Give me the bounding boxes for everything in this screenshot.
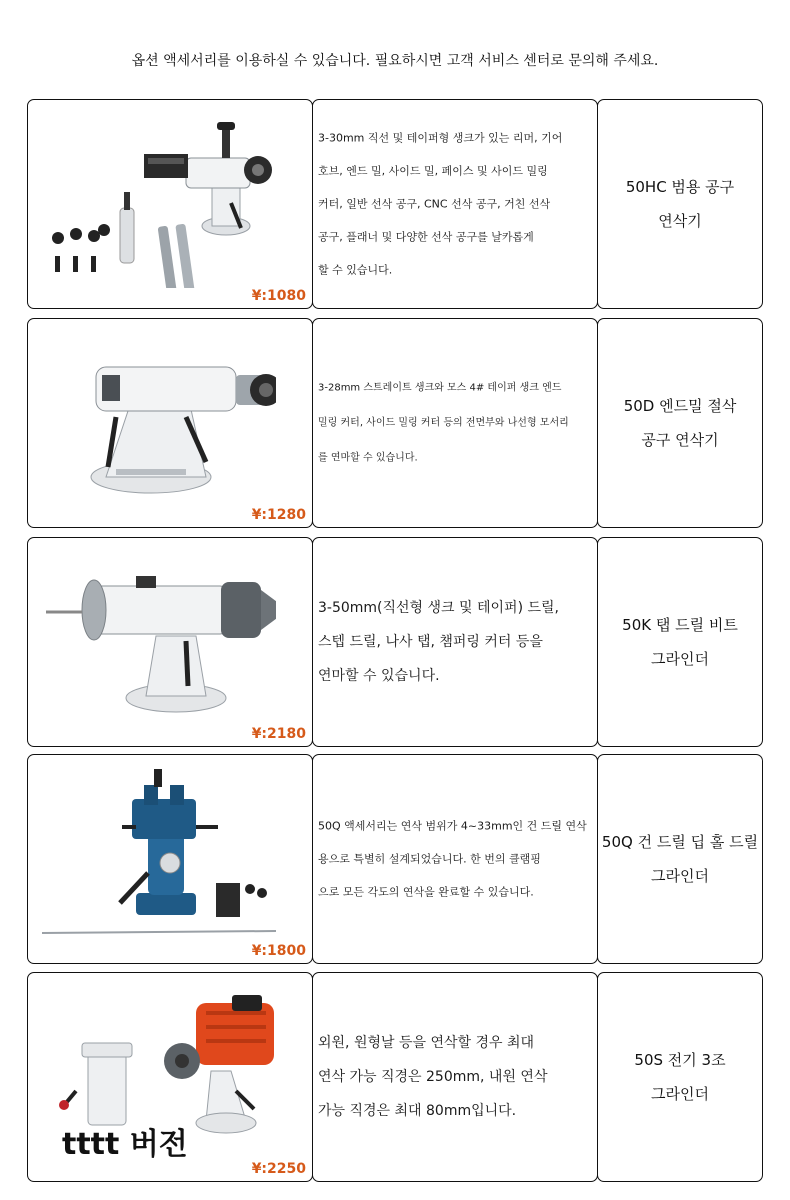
end-mill-grinder-head-icon xyxy=(36,327,276,507)
product-row xyxy=(27,537,763,747)
price-label: ¥:2250 xyxy=(251,1161,306,1177)
description-cell xyxy=(312,537,598,747)
product-name: 50D 엔드밀 절삭 공구 연삭기 xyxy=(623,397,737,449)
description-cell xyxy=(312,318,598,528)
product-image-cell xyxy=(27,972,313,1182)
product-description: 50Q 액세서리는 연삭 범위가 4~33mm인 건 드릴 연삭 용으로 특별히 설계되었습니다. 한 번의 클램핑 으로 모든 각도의 연삭을 완료할 수 있습니다. xyxy=(318,819,587,899)
product-description: 3-28mm 스트레이트 생크와 모스 4# 테이퍼 생크 엔드 밀링 커터, 사이드 밀링 커터 등의 전면부와 나선형 모서리 를 연마할 수 있습니다. xyxy=(318,382,569,464)
price-label: ¥:1080 xyxy=(251,288,306,304)
product-name: 50K 탭 드릴 비트 그라인더 xyxy=(622,616,738,668)
product-row xyxy=(27,972,763,1182)
description-cell xyxy=(312,972,598,1182)
product-description: 외원, 원형날 등을 연삭할 경우 최대 연삭 가능 직경은 250mm, 내원 연삭 가능 직경은 최대 80mm입니다. xyxy=(318,1035,548,1119)
grinder-attachment-kit-icon xyxy=(36,108,276,288)
price-label: ¥:1280 xyxy=(251,507,306,523)
version-label: tttt 버전 xyxy=(62,1127,188,1162)
product-image-cell xyxy=(27,537,313,747)
product-name-cell xyxy=(597,537,763,747)
product-image-cell xyxy=(27,99,313,309)
product-name-cell xyxy=(597,318,763,528)
product-description: 3-30mm 직선 및 테이퍼형 생크가 있는 리머, 기어 호브, 엔드 밀, 사이드 밀, 페이스 및 사이드 밀링 커터, 일반 선삭 공구, CNC 선삭 공구, 거친 선삭 공구, 플래너 및 다양한 선삭 공구를 날카롭게 할 수 있습니다. xyxy=(318,131,563,277)
description-cell xyxy=(312,754,598,964)
gun-drill-fixture-icon xyxy=(36,763,276,943)
product-row xyxy=(27,754,763,964)
header-note: 옵션 액세서리를 이용하실 수 있습니다. 필요하시면 고객 서비스 센터로 문의해 주세요. xyxy=(131,53,659,69)
product-name-cell xyxy=(597,754,763,964)
product-image-cell xyxy=(27,318,313,528)
product-name: 50HC 범용 공구 연삭기 xyxy=(625,178,735,230)
product-name-cell xyxy=(597,99,763,309)
price-label: ¥:1800 xyxy=(251,943,306,959)
price-label: ¥:2180 xyxy=(251,726,306,742)
product-description: 3-50mm(직선형 생크 및 테이퍼) 드릴, 스텝 드릴, 나사 탭, 챔퍼링 커터 등을 연마할 수 있습니다. xyxy=(318,600,559,684)
product-image-cell xyxy=(27,754,313,964)
description-cell xyxy=(312,99,598,309)
product-row xyxy=(27,318,763,528)
chuck-grinder-head-icon xyxy=(36,546,276,726)
product-name-cell xyxy=(597,972,763,1182)
product-name: 50S 전기 3조 그라인더 xyxy=(634,1051,726,1103)
product-name: 50Q 건 드릴 딥 홀 드릴 그라인더 xyxy=(601,833,759,885)
product-row xyxy=(27,99,763,309)
